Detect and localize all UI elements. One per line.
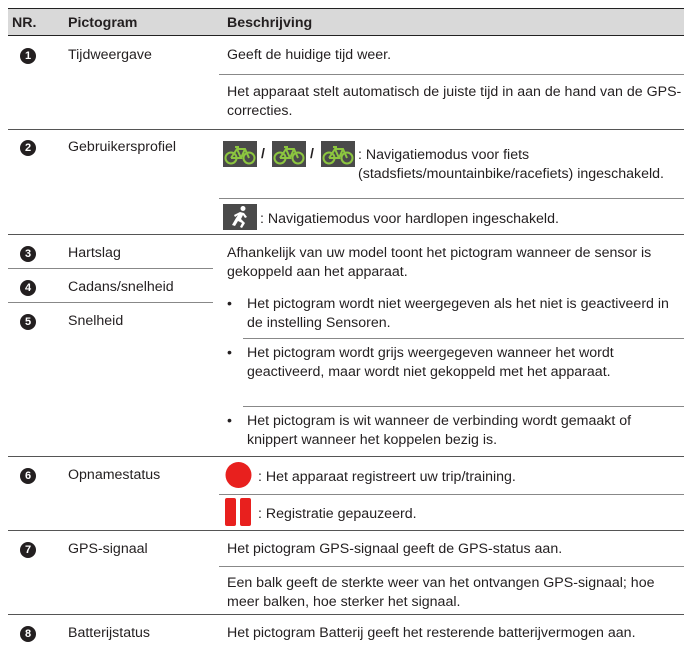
row-desc: Het pictogram GPS-signaal geeft de GPS-status aan. — [227, 541, 563, 557]
header-pictogram: Pictogram — [68, 15, 138, 31]
row-desc: Het pictogram Batterij geeft het resterende batterijvermogen aan. — [227, 625, 636, 641]
header-nr: NR. — [12, 15, 37, 31]
row-number-badge: 7 — [20, 542, 36, 558]
header-description: Beschrijving — [227, 15, 313, 31]
row-desc: Geeft de huidige tijd weer. — [227, 47, 392, 63]
bullet-mark: • — [227, 413, 232, 429]
divider — [219, 198, 684, 199]
bicycle-icon — [321, 141, 355, 167]
pause-bars-icon — [223, 498, 254, 526]
table-header — [8, 8, 684, 36]
row-desc: Het apparaat stelt automatisch de juiste tijd in aan de hand van de GPS-correcties. — [227, 84, 682, 119]
row-name: Batterijstatus — [68, 625, 151, 641]
row-name: Snelheid — [68, 313, 124, 329]
bullet-mark: • — [227, 345, 232, 361]
separator: / — [261, 146, 265, 162]
bicycle-icon — [272, 141, 306, 167]
row-divider — [8, 456, 684, 457]
bicycle-icon — [223, 141, 257, 167]
record-dot-icon — [223, 461, 254, 489]
divider — [219, 74, 684, 75]
row-divider — [8, 530, 684, 531]
row-divider — [8, 129, 684, 130]
divider — [243, 338, 684, 339]
divider — [8, 302, 213, 303]
row-number-badge: 3 — [20, 246, 36, 262]
bullet-text: Het pictogram is wit wanneer de verbinding wordt gemaakt of knippert wanneer het koppelen bezig is. — [247, 413, 632, 448]
divider — [219, 494, 684, 495]
sensor-intro: Afhankelijk van uw model toont het pictogram wanneer de sensor is gekoppeld aan het apparaat. — [227, 245, 652, 280]
row-number-badge: 5 — [20, 314, 36, 330]
bullet-text: Het pictogram wordt niet weergegeven als het niet is geactiveerd in de instelling Sensoren. — [247, 296, 669, 331]
row-number-badge: 8 — [20, 626, 36, 642]
row-name: Cadans/snelheid — [68, 279, 174, 295]
record-desc: : Het apparaat registreert uw trip/training. — [258, 469, 516, 485]
divider — [8, 268, 213, 269]
bike-mode-desc: : Navigatiemodus voor fiets (stadsfiets/mountainbike/racefiets) ingeschakeld. — [358, 147, 664, 182]
row-number-badge: 2 — [20, 140, 36, 156]
bullet-mark: • — [227, 296, 232, 312]
separator: / — [310, 146, 314, 162]
pause-desc: : Registratie gepauzeerd. — [258, 506, 417, 522]
row-name: Tijdweergave — [68, 47, 152, 63]
running-person-icon — [223, 204, 257, 230]
row-name: GPS-signaal — [68, 541, 148, 557]
row-number-badge: 6 — [20, 468, 36, 484]
row-number-badge: 4 — [20, 280, 36, 296]
divider — [219, 566, 684, 567]
divider — [243, 406, 684, 407]
bullet-text: Het pictogram wordt grijs weergegeven wanneer het wordt geactiveerd, maar wordt niet gekoppeld met het apparaat. — [247, 345, 614, 380]
row-name: Hartslag — [68, 245, 121, 261]
row-number-badge: 1 — [20, 48, 36, 64]
row-desc: Een balk geeft de sterkte weer van het ontvangen GPS-signaal; hoe meer balken, hoe sterker het signaal. — [227, 575, 655, 610]
row-divider — [8, 234, 684, 235]
row-divider — [8, 614, 684, 615]
row-name: Gebruikersprofiel — [68, 139, 177, 155]
row-name: Opnamestatus — [68, 467, 161, 483]
run-mode-desc: : Navigatiemodus voor hardlopen ingeschakeld. — [260, 211, 559, 227]
